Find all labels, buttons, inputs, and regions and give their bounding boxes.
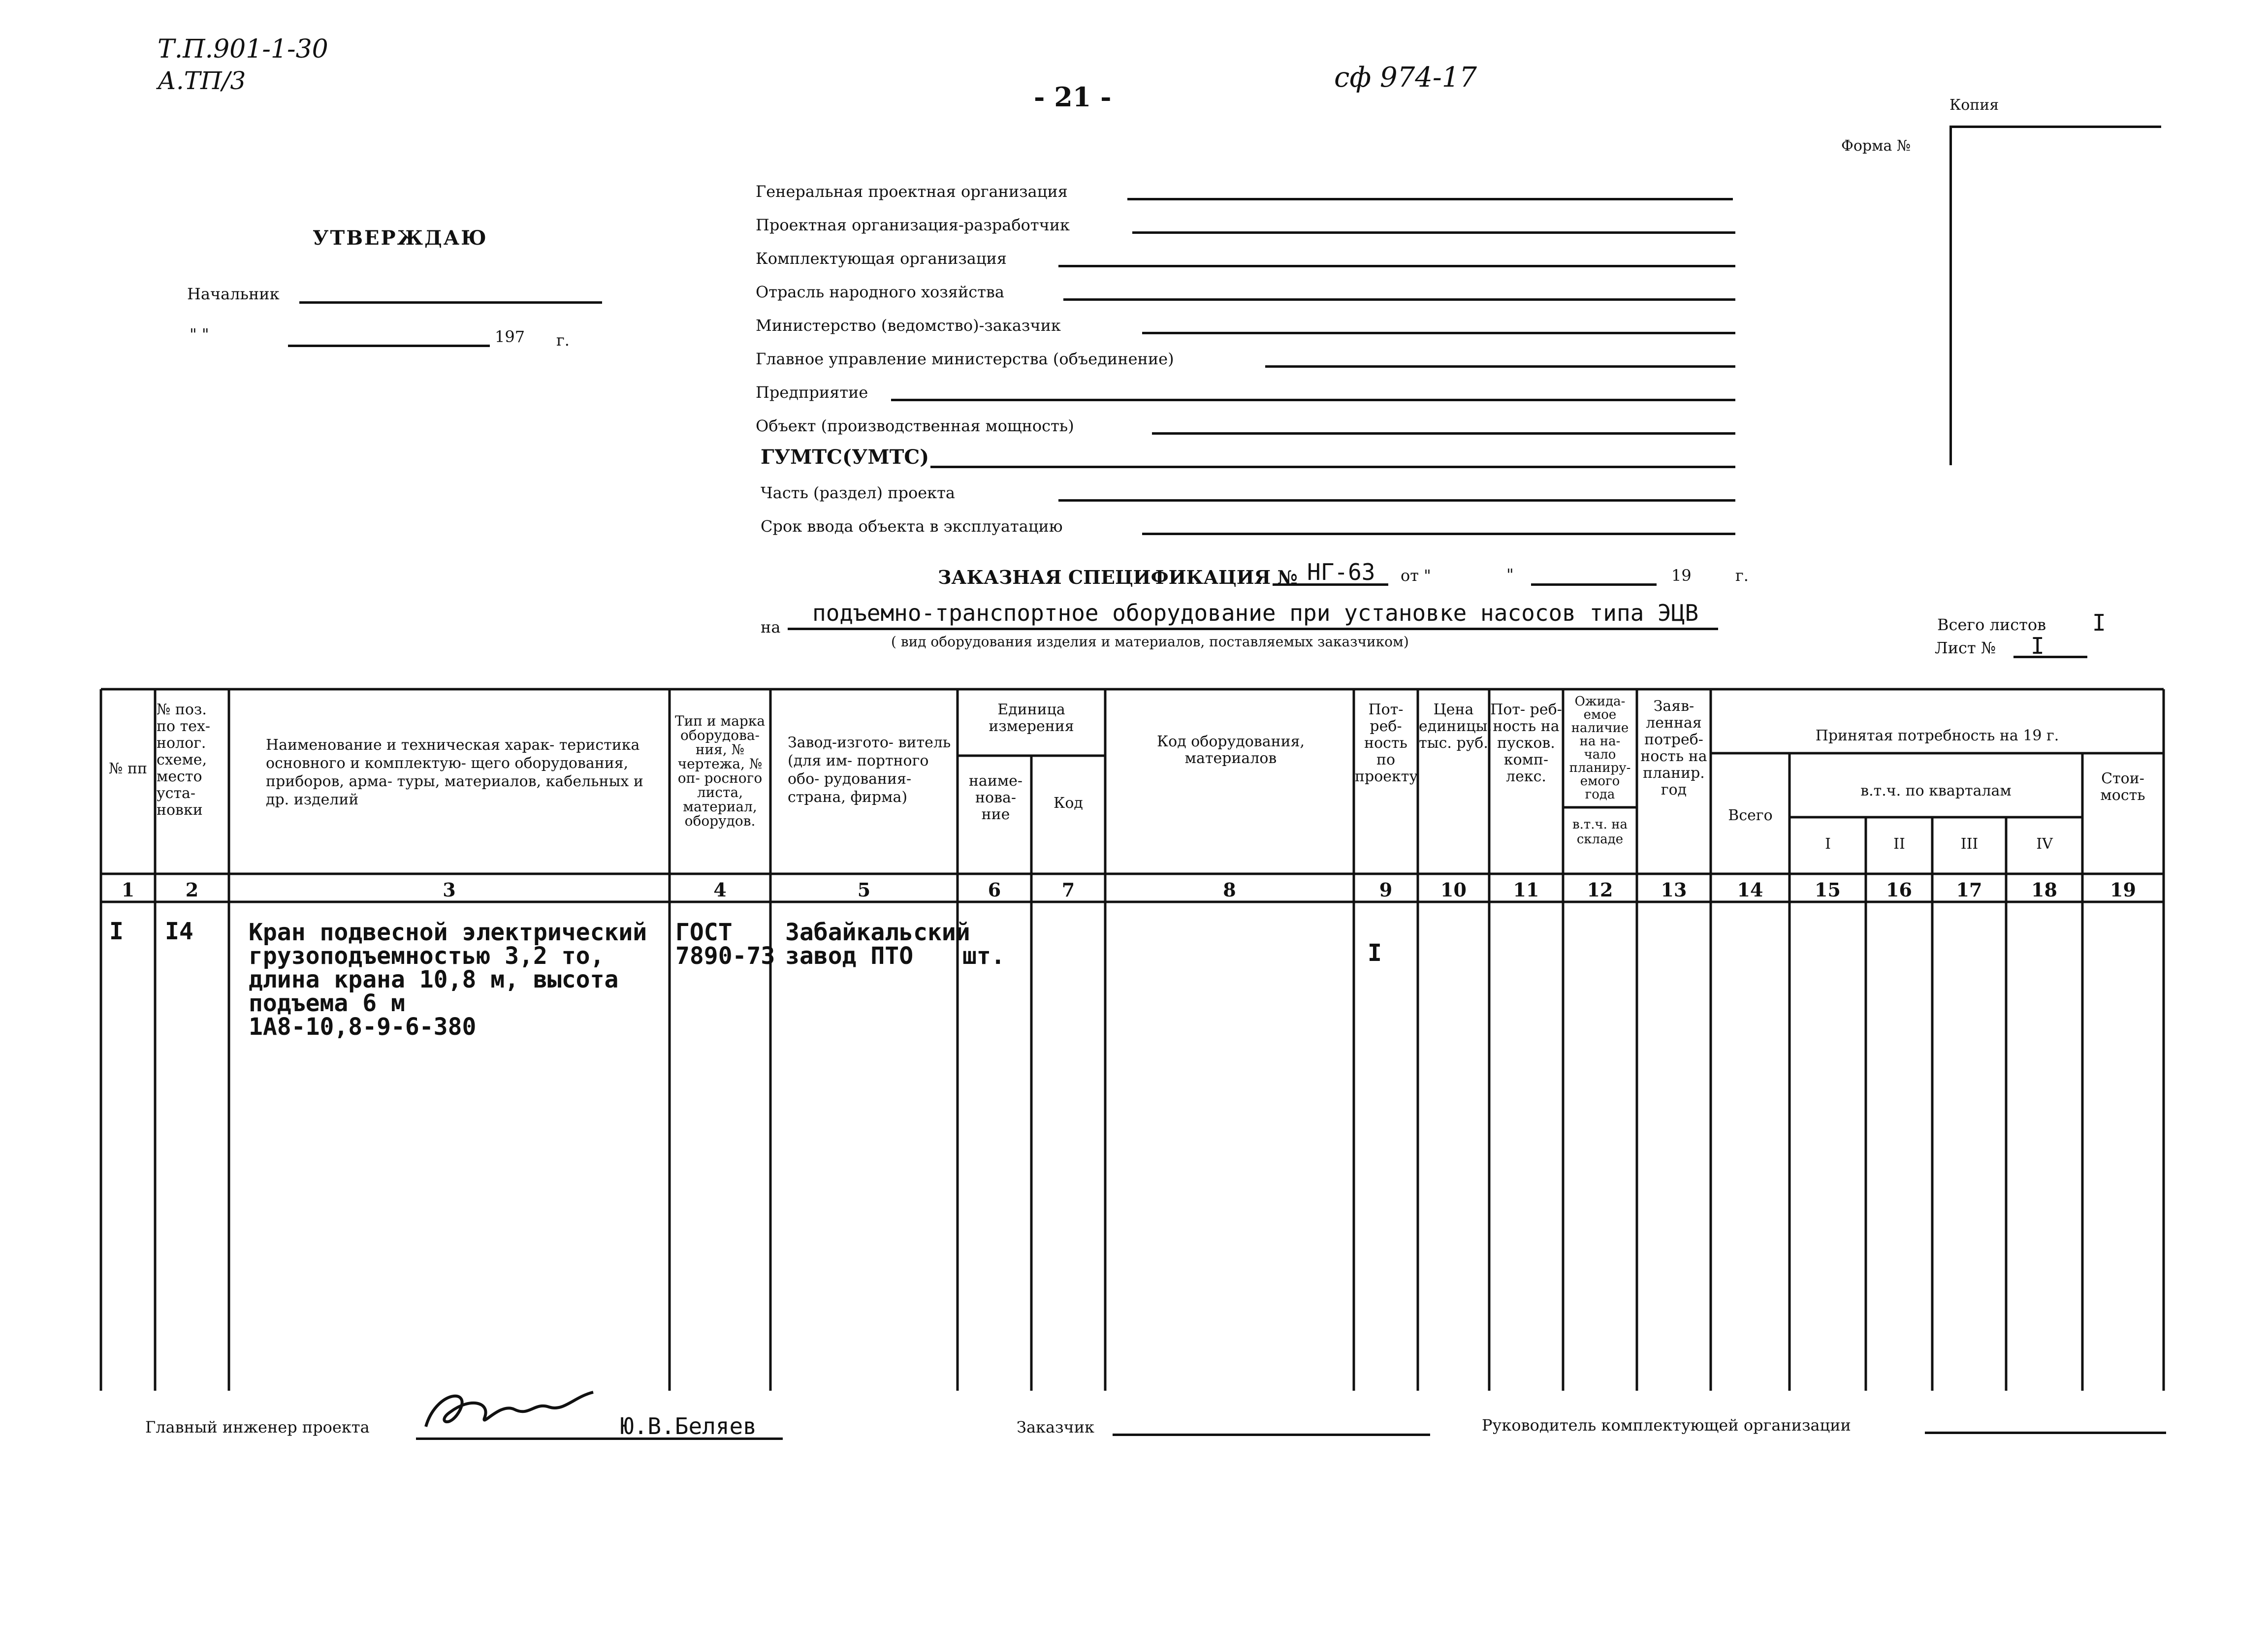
column-number: 11 bbox=[1513, 879, 1539, 901]
column-number: 13 bbox=[1661, 879, 1687, 901]
column-number: 3 bbox=[443, 879, 456, 901]
column-number: 1 bbox=[121, 879, 135, 901]
org-field-label: Проектная организация-разработчик bbox=[756, 216, 1070, 234]
column-number: 15 bbox=[1815, 879, 1841, 901]
org-field-label: ГУМТС(УМТС) bbox=[761, 446, 929, 469]
org-field-label: Главное управление министерства (объединение) bbox=[756, 350, 1174, 368]
total-sheets-value: I bbox=[2092, 609, 2106, 636]
spec-title: ЗАКАЗНАЯ СПЕЦИФИКАЦИЯ № bbox=[938, 566, 1298, 588]
row-type-line: ГОСТ bbox=[675, 919, 733, 946]
column-number: 8 bbox=[1223, 879, 1236, 901]
org-field-label: Часть (раздел) проекта bbox=[761, 483, 955, 502]
org-head-label: Руководитель комплектующей организации bbox=[1482, 1416, 1851, 1435]
col-header-in-stock: в.т.ч. на складе bbox=[1572, 817, 1628, 847]
col-header-q3: III bbox=[1960, 835, 1979, 853]
column-number: 18 bbox=[2031, 879, 2057, 901]
column-number: 17 bbox=[1956, 879, 1982, 901]
column-number: 6 bbox=[988, 879, 1001, 901]
approve-date-quotes: " " bbox=[190, 325, 209, 344]
col-header-q4: IV bbox=[2036, 835, 2053, 853]
chief-engineer-name: Ю.В.Беляев bbox=[620, 1413, 757, 1439]
spec-subject-note: ( вид оборудования изделия и материалов, поставляемых заказчиком) bbox=[891, 634, 1409, 650]
row-name-line: подъема 6 м bbox=[249, 990, 405, 1017]
approve-year: 197 bbox=[495, 327, 525, 346]
approve-year-g: г. bbox=[556, 331, 570, 350]
col-header-accepted: Принятая потребность на 19 г. bbox=[1815, 727, 2059, 744]
column-number: 5 bbox=[857, 879, 871, 901]
col-header-number: № пп bbox=[109, 760, 147, 777]
spec-year-g: г. bbox=[1735, 566, 1749, 585]
col-header-need-launch: Пот- реб- ность на пусков. комп- лекс. bbox=[1490, 701, 1562, 785]
col-header-name: Наименование и техническая харак- теристика основного и комплектую- щего оборудования, приборов, арма- туры, материалов, кабельных и др. изделий bbox=[266, 736, 643, 808]
col-header-unit-group: Единица измерения bbox=[989, 701, 1074, 735]
column-number: 16 bbox=[1886, 879, 1912, 901]
column-number: 9 bbox=[1379, 879, 1393, 901]
col-header-need-project: Пот- реб- ность по проекту bbox=[1355, 701, 1418, 785]
col-header-type: Тип и марка оборудова- ния, № чертежа, № оп- росного листа, материал, оборудов. bbox=[674, 713, 766, 829]
form-number-label: Форма № bbox=[1841, 137, 1911, 155]
spec-number: НГ-63 bbox=[1307, 559, 1375, 585]
col-header-declared: Заяв- ленная потреб- ность на планир. год bbox=[1640, 698, 1707, 798]
col-header-cost: Стои- мость bbox=[2100, 770, 2145, 804]
row-number: I bbox=[109, 918, 124, 945]
spec-year: 19 bbox=[1671, 566, 1692, 585]
column-number: 19 bbox=[2110, 879, 2136, 901]
org-field-label: Комплектующая организация bbox=[756, 249, 1007, 268]
row-maker-line: завод ПТО bbox=[785, 942, 914, 970]
col-header-unit-code: Код bbox=[1054, 795, 1083, 812]
column-number: 14 bbox=[1737, 879, 1763, 901]
customer-line bbox=[1113, 1434, 1430, 1436]
copy-label: Копия bbox=[1949, 96, 1999, 114]
row-type-line: 7890-73 bbox=[675, 942, 775, 970]
column-number: 4 bbox=[713, 879, 727, 901]
column-number: 10 bbox=[1440, 879, 1467, 901]
row-name-line: длина крана 10,8 м, высота bbox=[249, 966, 619, 993]
row-maker-line: Забайкальский bbox=[785, 919, 970, 946]
total-sheets-label: Всего листов bbox=[1937, 615, 2046, 634]
chief-label: Начальник bbox=[187, 285, 280, 303]
org-field-label: Министерство (ведомство)-заказчик bbox=[756, 316, 1061, 335]
col-header-maker: Завод-изгото- витель (для им- портного обо- рудования- страна, фирма) bbox=[788, 734, 951, 806]
col-header-q1: I bbox=[1825, 835, 1831, 853]
org-field-label: Предприятие bbox=[756, 383, 868, 402]
org-field-label: Отрасль народного хозяйства bbox=[756, 283, 1004, 301]
row-need-project: I bbox=[1368, 939, 1382, 967]
customer-label: Заказчик bbox=[1017, 1418, 1095, 1436]
col-header-quarters: в.т.ч. по кварталам bbox=[1860, 782, 2012, 799]
column-number: 7 bbox=[1061, 879, 1075, 901]
row-name-line: грузоподъемностью 3,2 то, bbox=[249, 942, 605, 970]
spec-ot: от " bbox=[1401, 566, 1431, 585]
org-field-label: Срок ввода объекта в эксплуатацию bbox=[761, 517, 1063, 536]
sheet-number-value: I bbox=[2031, 633, 2044, 659]
col-header-position: № поз. по тех- нолог. схеме, место уста- новки bbox=[157, 701, 210, 819]
handwritten-number: сф 974-17 bbox=[1334, 62, 1477, 94]
column-number: 2 bbox=[185, 879, 199, 901]
document-code: Т.П.901-1-30 bbox=[158, 34, 328, 64]
org-field-label: Генеральная проектная организация bbox=[756, 182, 1068, 201]
row-position: I4 bbox=[165, 918, 193, 945]
col-header-q2: II bbox=[1893, 835, 1905, 853]
col-header-unit-name: наиме- нова- ние bbox=[968, 772, 1023, 823]
spec-na: на bbox=[761, 618, 781, 637]
row-unit: шт. bbox=[962, 942, 1005, 970]
chief-engineer-label: Главный инженер проекта bbox=[145, 1418, 370, 1436]
org-head-line bbox=[1925, 1432, 2166, 1434]
album-code: А.ТП/3 bbox=[158, 66, 246, 95]
col-header-equipment-code: Код оборудования, материалов bbox=[1156, 733, 1305, 767]
sheet-number-label: Лист № bbox=[1935, 638, 1996, 657]
org-field-label: Объект (производственная мощность) bbox=[756, 416, 1074, 435]
column-number: 12 bbox=[1587, 879, 1613, 901]
spec-subject: подъемно-транспортное оборудование при установке насосов типа ЭЦВ bbox=[812, 600, 1699, 626]
col-header-total: Всего bbox=[1728, 807, 1773, 824]
approve-title: УТВЕРЖДАЮ bbox=[313, 226, 488, 250]
col-header-expected: Ожида- емое наличие на на- чало планиру- емого года bbox=[1569, 694, 1631, 802]
signature-scribble bbox=[416, 1382, 603, 1436]
row-name-line: 1А8-10,8-9-6-380 bbox=[249, 1013, 477, 1041]
spec-quote: " bbox=[1506, 565, 1514, 584]
row-name-line: Кран подвесной электрический bbox=[249, 919, 647, 946]
page-number: - 21 - bbox=[1034, 81, 1112, 113]
col-header-price: Цена единицы, тыс. руб. bbox=[1419, 701, 1492, 752]
